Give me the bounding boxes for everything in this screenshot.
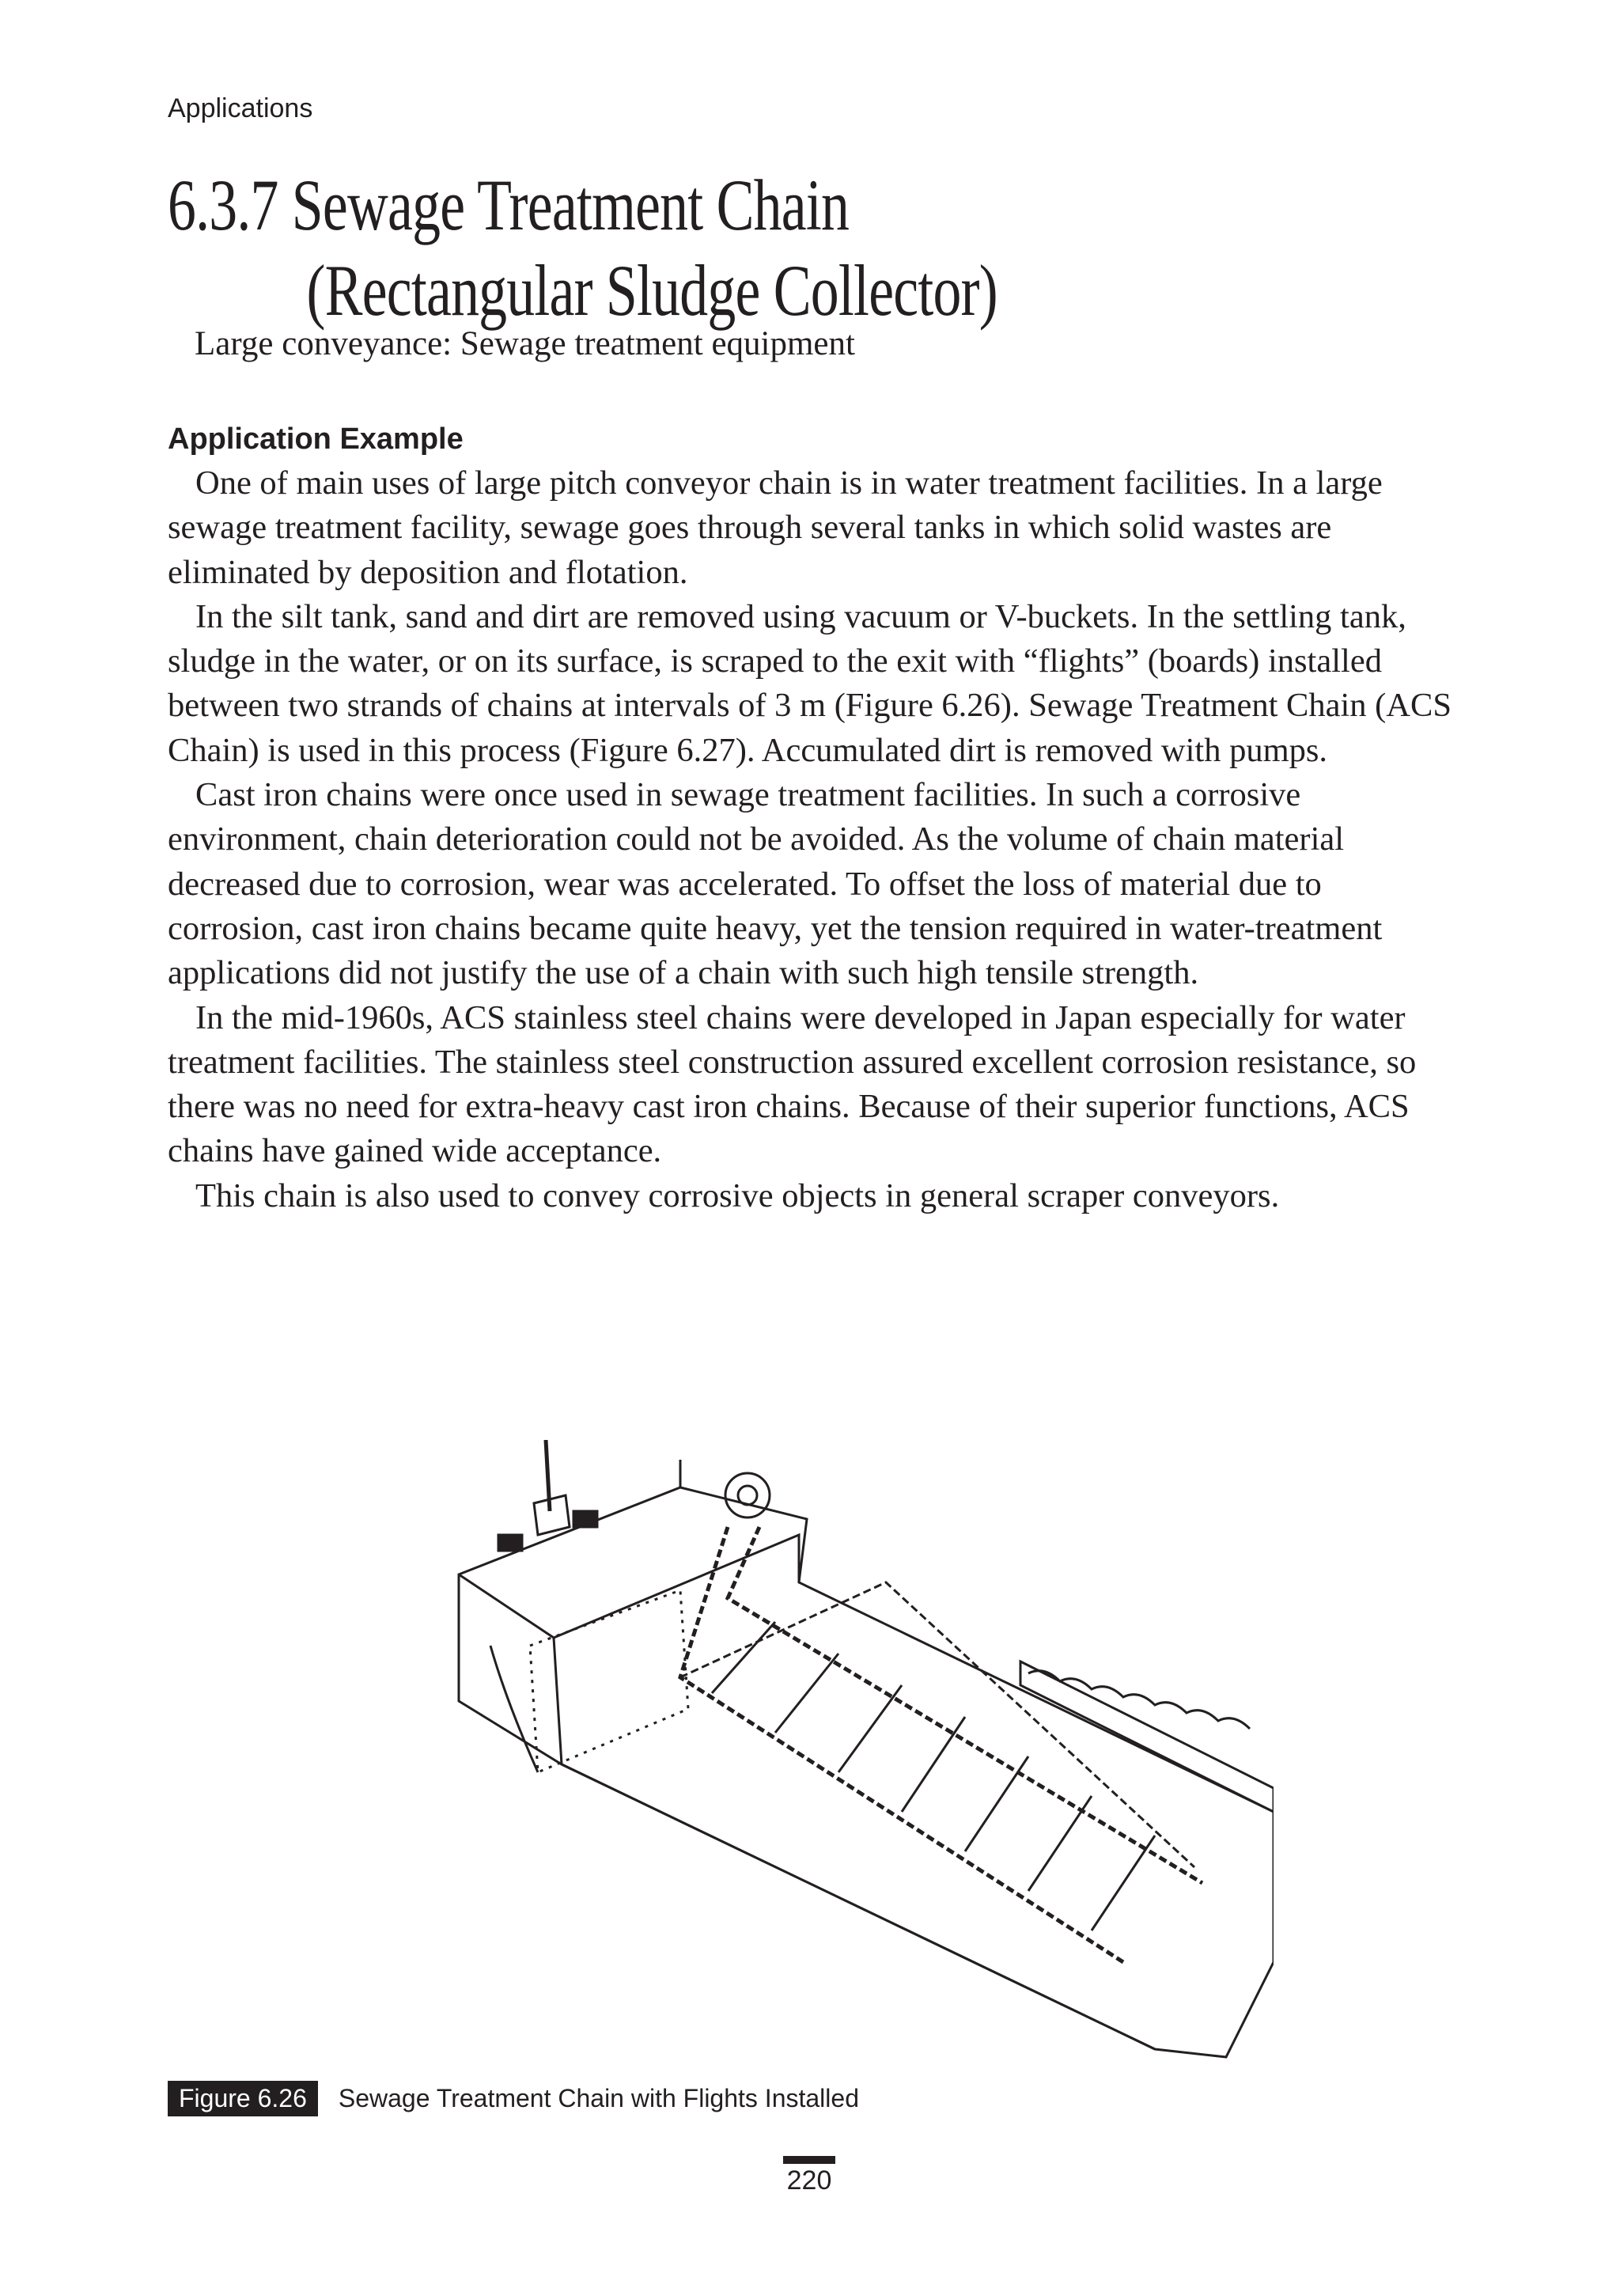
drive-unit — [534, 1495, 570, 1535]
flight-3 — [838, 1685, 902, 1772]
subtitle: Large conveyance: Sewage treatment equipment — [195, 325, 855, 362]
tank-floor — [562, 1764, 1155, 2049]
drive-sprocket — [725, 1473, 770, 1517]
tank-top-edge — [554, 1535, 799, 1638]
section-title — [168, 162, 997, 333]
figure-label: Figure 6.26 — [168, 2081, 318, 2116]
title-text-1: Sewage Treatment Chain — [291, 165, 850, 245]
paragraph-2: In the silt tank, sand and dirt are removed using vacuum or V-buckets. In the settling tank, sludge in the water, or on its surface, is scraped to the exit with “flights” (boards) installed between two strands of chains at intervals of 3 m (Figure 6.26). Sewage Treatment Chain (ACS Chain) is used in this process (Figure 6.27). Accumulated dirt is removed with pumps. — [168, 597, 1452, 769]
flight-1 — [712, 1622, 775, 1693]
flight-5 — [965, 1756, 1028, 1851]
section-number: 6.3.7 — [168, 165, 278, 245]
sludge-collector-drawing — [443, 1440, 1274, 2065]
tank-outline — [459, 1487, 1274, 2057]
running-head: Applications — [168, 93, 313, 123]
page-number: 220 — [783, 2156, 835, 2196]
paragraph-4: In the mid-1960s, ACS stainless steel chains were developed in Japan especially for water treatment facilities. The stainless steel construction assured excellent corrosion resistance, so there was no need for extra-heavy cast iron chains. Because of their superior functions, ACS chains have gained wide acceptance. — [168, 998, 1417, 1170]
flight-2 — [775, 1654, 838, 1733]
title-line-1 — [168, 162, 997, 248]
title-line-2: (Rectangular Sludge Collector) — [306, 250, 997, 331]
flight-4 — [902, 1717, 965, 1812]
flight-7 — [1092, 1836, 1155, 1930]
tank-cutaway — [490, 1646, 538, 1772]
tank-front-edge — [459, 1574, 562, 1764]
section-heading: Application Example — [168, 422, 464, 456]
paragraph-1: One of main uses of large pitch conveyor chain is in water treatment facilities. In a large sewage treatment facility, sewage goes through several tanks in which solid wastes are eliminated by deposition and flotation. — [168, 464, 1383, 591]
hatch-left — [498, 1535, 522, 1551]
paragraph-5: This chain is also used to convey corrosive objects in general scraper conveyors. — [195, 1176, 1280, 1214]
drive-hub — [738, 1486, 757, 1505]
paragraph-3: Cast iron chains were once used in sewage treatment facilities. In such a corrosive environment, chain deterioration could not be avoided. As the volume of chain material decreased due to corrosion, wear was accelerated. To offset the loss of material due to corrosion, cast iron chains became quite heavy, yet the tension required in water-treatment applications did not justify the use of a chain with such high tensile strength. — [168, 776, 1383, 992]
body-text — [168, 461, 1457, 1218]
flight-6 — [1028, 1796, 1092, 1891]
figure-caption — [168, 2081, 859, 2116]
hatch-right — [573, 1511, 597, 1527]
figure-illustration — [443, 1440, 1274, 2065]
chain-strand-front — [680, 1527, 1123, 1962]
perforated-wall — [530, 1590, 688, 1772]
scum-trough — [1020, 1661, 1274, 1812]
figure-caption-text: Sewage Treatment Chain with Flights Installed — [338, 2084, 859, 2112]
